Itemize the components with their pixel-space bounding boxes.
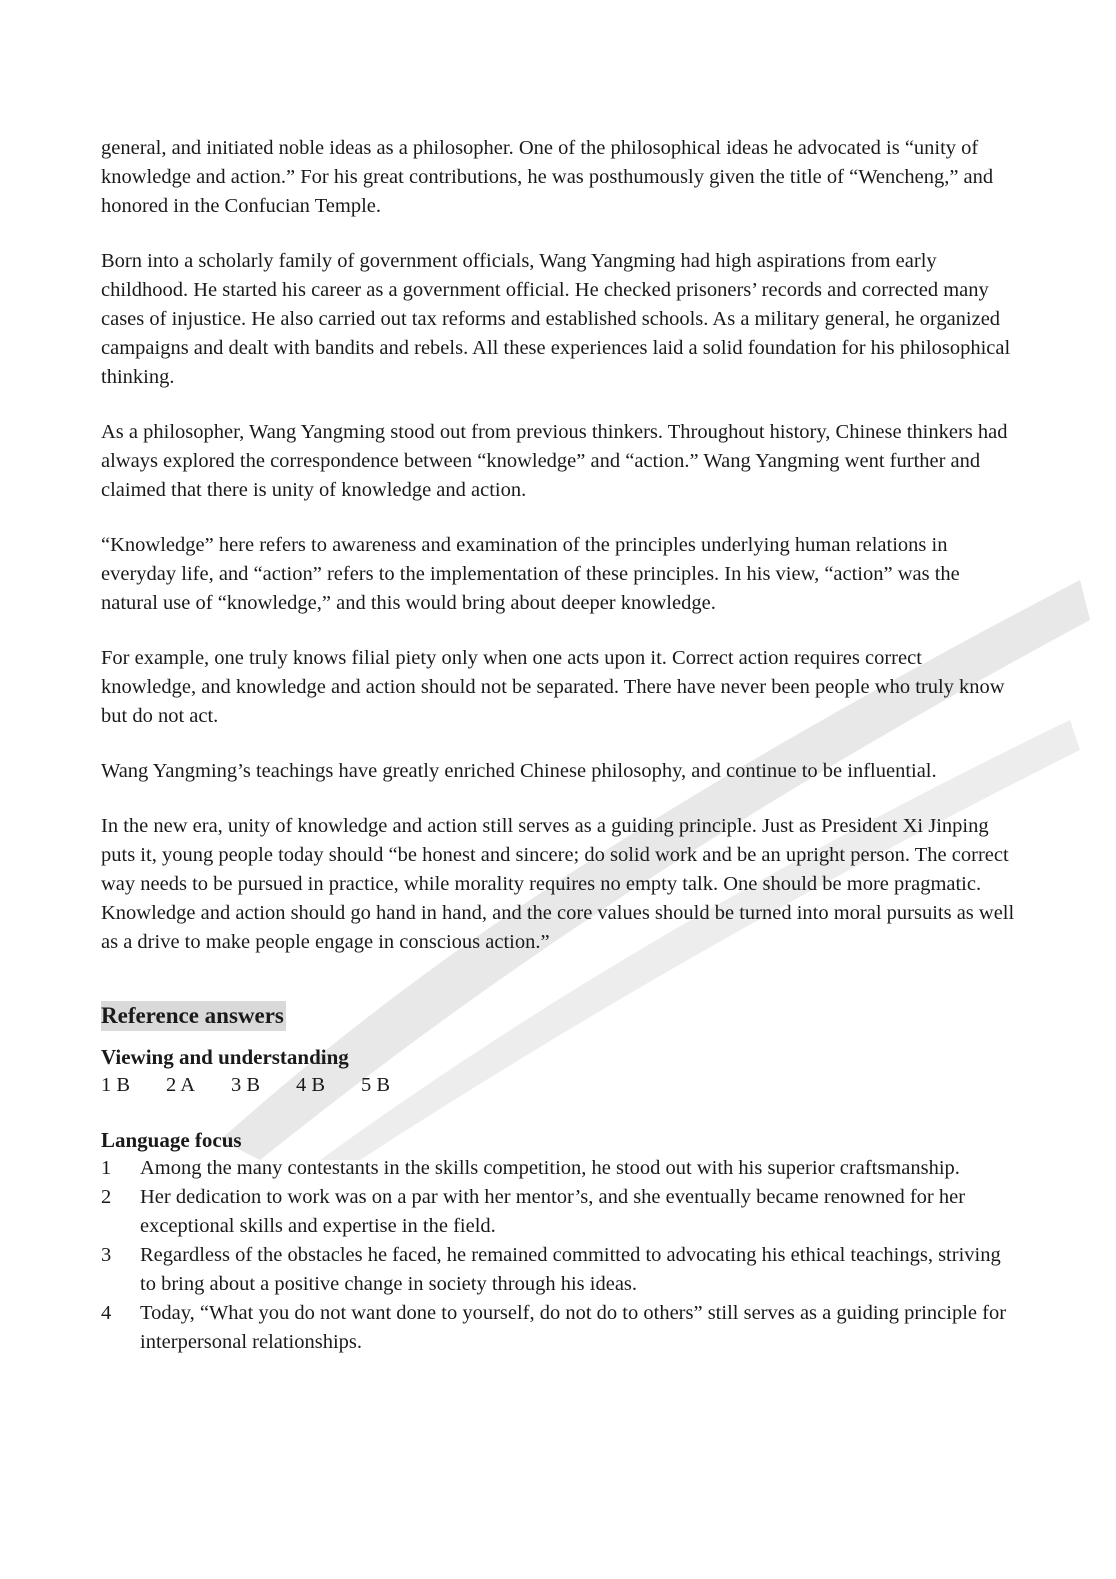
paragraph-philosopher: As a philosopher, Wang Yangming stood out from previous thinkers. Throughout history, Chinese thinkers had always explored the correspondence between “knowledge” and “action.” Wang Yangming went further and claimed that there is unity of knowledge and action. xyxy=(101,421,1008,501)
item-number: 1 xyxy=(101,1157,112,1179)
document-page xyxy=(101,134,1016,1357)
paragraph-intro: general, and initiated noble ideas as a philosopher. One of the philosophical ideas he advocated is “unity of knowledge and action.” For his great contributions, he was posthumously given the title of “Wencheng,” and honored in the Confucian Temple. xyxy=(101,137,994,217)
viewing-heading: Viewing and understanding xyxy=(101,1045,349,1069)
paragraph-example: For example, one truly knows filial piety only when one acts upon it. Correct action requires correct knowledge, and knowledge and action should not be separated. There have never been people who truly know but do not act. xyxy=(101,647,1005,727)
item-text: Regardless of the obstacles he faced, he remained committed to advocating his ethical teachings, striving to bring about a positive change in society through his ideas. xyxy=(140,1244,1001,1295)
answer-item: 4 B xyxy=(296,1074,326,1096)
answer-item: 5 B xyxy=(361,1074,391,1096)
item-number: 3 xyxy=(101,1244,112,1266)
viewing-answers xyxy=(101,1071,1016,1100)
list-item xyxy=(101,1183,1016,1241)
item-number: 2 xyxy=(101,1186,112,1208)
paragraph-early-life: Born into a scholarly family of government officials, Wang Yangming had high aspirations from early childhood. He started his career as a government official. He checked prisoners’ records and corrected many cases of injustice. He also carried out tax reforms and established schools. As a military general, he organized campaigns and dealt with bandits and rebels. All these experiences laid a solid foundation for his philosophical thinking. xyxy=(101,250,1011,388)
item-text: Today, “What you do not want done to yourself, do not do to others” still serves as a guiding principle for interpersonal relationships. xyxy=(140,1302,1007,1353)
list-item xyxy=(101,1241,1016,1299)
answer-item: 2 A xyxy=(166,1074,196,1096)
language-focus-list xyxy=(101,1154,1016,1357)
list-item xyxy=(101,1299,1016,1357)
item-text: Among the many contestants in the skills competition, he stood out with his superior craftsmanship. xyxy=(140,1157,960,1179)
paragraph-knowledge-definition: “Knowledge” here refers to awareness and examination of the principles underlying human relations in everyday life, and “action” refers to the implementation of these principles. In his view, “action” was the natural use of “knowledge,” and this would bring about deeper knowledge. xyxy=(101,534,960,614)
language-focus-heading: Language focus xyxy=(101,1128,242,1152)
item-number: 4 xyxy=(101,1302,112,1324)
item-text: Her dedication to work was on a par with her mentor’s, and she eventually became renowned for her exceptional skills and expertise in the field. xyxy=(140,1186,966,1237)
answer-item: 3 B xyxy=(231,1074,261,1096)
reference-answers-heading: Reference answers xyxy=(101,1001,286,1031)
answer-item: 1 B xyxy=(101,1074,131,1096)
list-item xyxy=(101,1154,1016,1183)
paragraph-new-era: In the new era, unity of knowledge and action still serves as a guiding principle. Just as President Xi Jinping puts it, young people today should “be honest and sincere; do solid work and be an upright person. The correct way needs to be pursued in practice, while morality requires no empty talk. One should be more pragmatic. Knowledge and action should go hand in hand, and the core values should be turned into moral pursuits as well as a drive to make people engage in conscious action.” xyxy=(101,815,1015,953)
paragraph-influence: Wang Yangming’s teachings have greatly enriched Chinese philosophy, and continue to be influential. xyxy=(101,760,937,782)
